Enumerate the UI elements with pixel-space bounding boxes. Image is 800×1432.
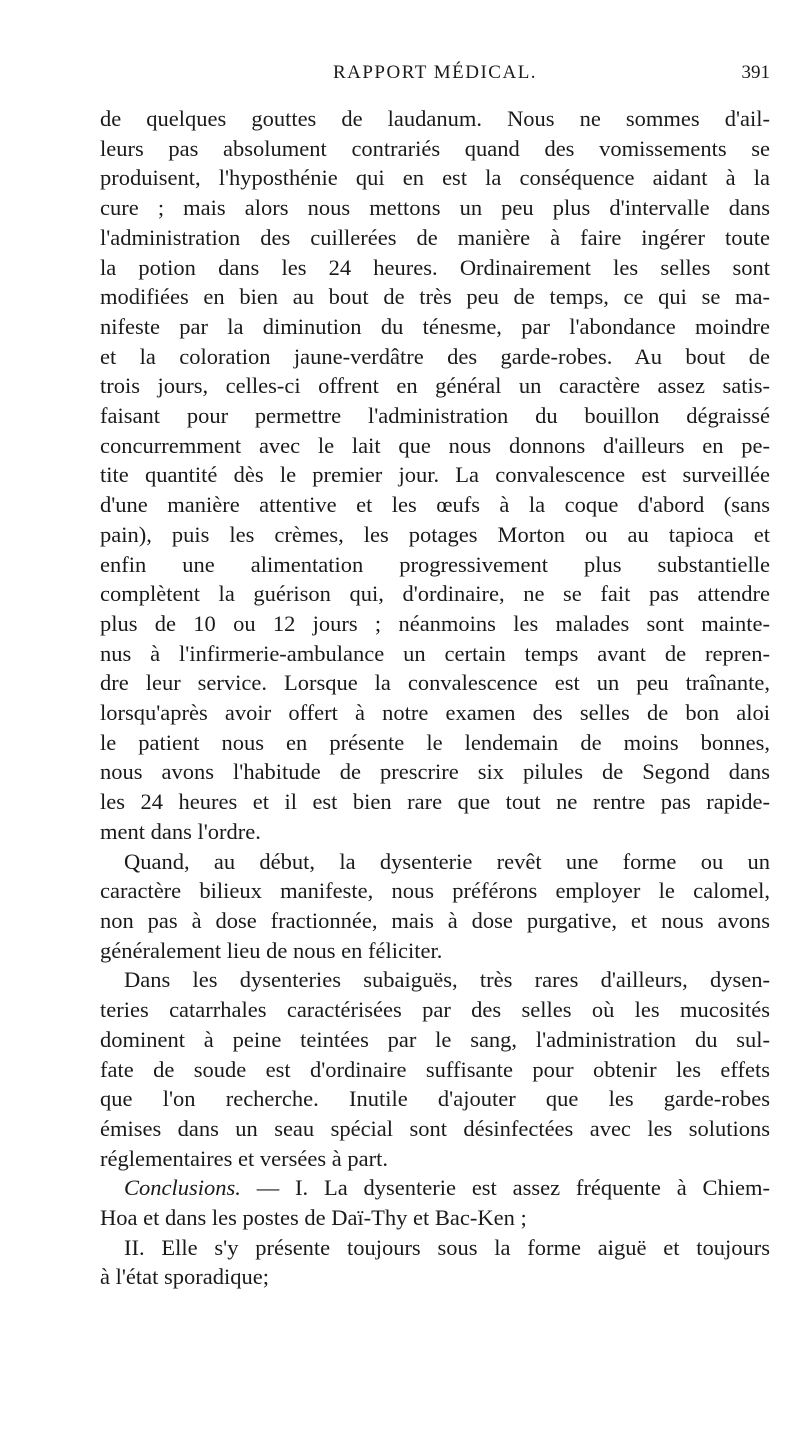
text-line: que l'on recherche. Inutile d'ajouter que les garde-robes [100,1086,770,1112]
text-line: Dans les dysenteries subaiguës, très rares d'ailleurs, dysen- [124,967,770,993]
paragraph-1 [100,104,770,847]
text-line: Hoa et dans les postes de Daï-Thy et Bac-Ken ; [100,1205,527,1231]
paragraph-conclusions [100,1173,770,1232]
text-line: à l'état sporadique; [100,1264,269,1290]
text-line: généralement lieu de nous en féliciter. [100,937,443,963]
text-line: pain), puis les crèmes, les potages Morton ou au tapioca et [100,521,770,547]
paragraph-3 [100,965,770,1173]
text-line: ment dans l'ordre. [100,818,261,844]
text-line: leurs pas absolument contrariés quand des vomissements se [100,135,770,161]
text-line: les 24 heures et il est bien rare que tout ne rentre pas rapide- [100,789,770,815]
paragraph-2 [100,847,770,966]
text-line: complètent la guérison qui, d'ordinaire, ne se fait pas attendre [100,581,770,607]
text-line: cure ; mais alors nous mettons un peu plus d'intervalle dans [100,195,770,221]
page-number: 391 [741,62,770,83]
text-line: trois jours, celles-ci offrent en général un caractère assez satis- [100,373,770,399]
text-line: nous avons l'habitude de prescrire six pilules de Segond dans [100,759,770,785]
text-line: de quelques gouttes de laudanum. Nous ne sommes d'ail- [100,106,770,131]
text-line: caractère bilieux manifeste, nous préférons employer le calomel, [100,878,770,904]
text-line: teries catarrhales caractérisées par des selles où les mucosités [100,997,770,1023]
text-line: non pas à dose fractionnée, mais à dose purgative, et nous avons [100,907,770,933]
text-line: et la coloration jaune-verdâtre des garde-robes. Au bout de [100,343,770,369]
text-line: modifiées en bien au bout de très peu de temps, ce qui se ma- [100,284,770,310]
text-line: plus de 10 ou 12 jours ; néanmoins les malades sont mainte- [100,610,770,636]
text-line: concurremment avec le lait que nous donnons d'ailleurs en pe- [100,432,770,458]
text-line: produisent, l'hyposthénie qui en est la conséquence aidant à la [100,165,770,191]
text-line: d'une manière attentive et les œufs à la coque d'abord (sans [100,492,770,518]
running-head [100,62,770,92]
text-line: fate de soude est d'ordinaire suffisante pour obtenir les effets [100,1056,770,1082]
text-line [100,1173,770,1203]
text-line: Quand, au début, la dysenterie revêt une forme ou un [124,848,770,874]
text-line: lorsqu'après avoir offert à notre examen des selles de bon aloi [100,700,770,726]
conclusions-heading: Conclusions. [124,1175,241,1201]
text-line: enfin une alimentation progressivement plus substantielle [100,551,770,577]
text-fragment: — I. La dysenterie est assez fréquente à Chiem- [256,1175,770,1201]
body-text [100,104,770,1292]
text-line: dominent à peine teintées par le sang, l'administration du sul- [100,1026,770,1052]
text-line: dre leur service. Lorsque la convalescence est un peu traînante, [100,670,770,696]
text-line: la potion dans les 24 heures. Ordinairement les selles sont [100,254,770,280]
text-line: émises dans un seau spécial sont désinfectées avec les solutions [100,1115,770,1141]
text-line: réglementaires et versées à part. [100,1145,388,1171]
text-line: II. Elle s'y présente toujours sous la forme aiguë et toujours [124,1234,770,1260]
text-line: l'administration des cuillerées de manière à faire ingérer toute [100,224,770,250]
text-line: faisant pour permettre l'administration du bouillon dégraissé [100,403,770,429]
text-line: nus à l'infirmerie-ambulance un certain temps avant de repren- [100,640,770,666]
text-line: le patient nous en présente le lendemain de moins bonnes, [100,729,770,755]
paragraph-conclusion-2 [100,1233,770,1292]
text-line: nifeste par la diminution du ténesme, par l'abondance moindre [100,313,770,339]
text-line: tite quantité dès le premier jour. La convalescence est surveillée [100,462,770,488]
running-title: RAPPORT MÉDICAL. [332,62,538,83]
